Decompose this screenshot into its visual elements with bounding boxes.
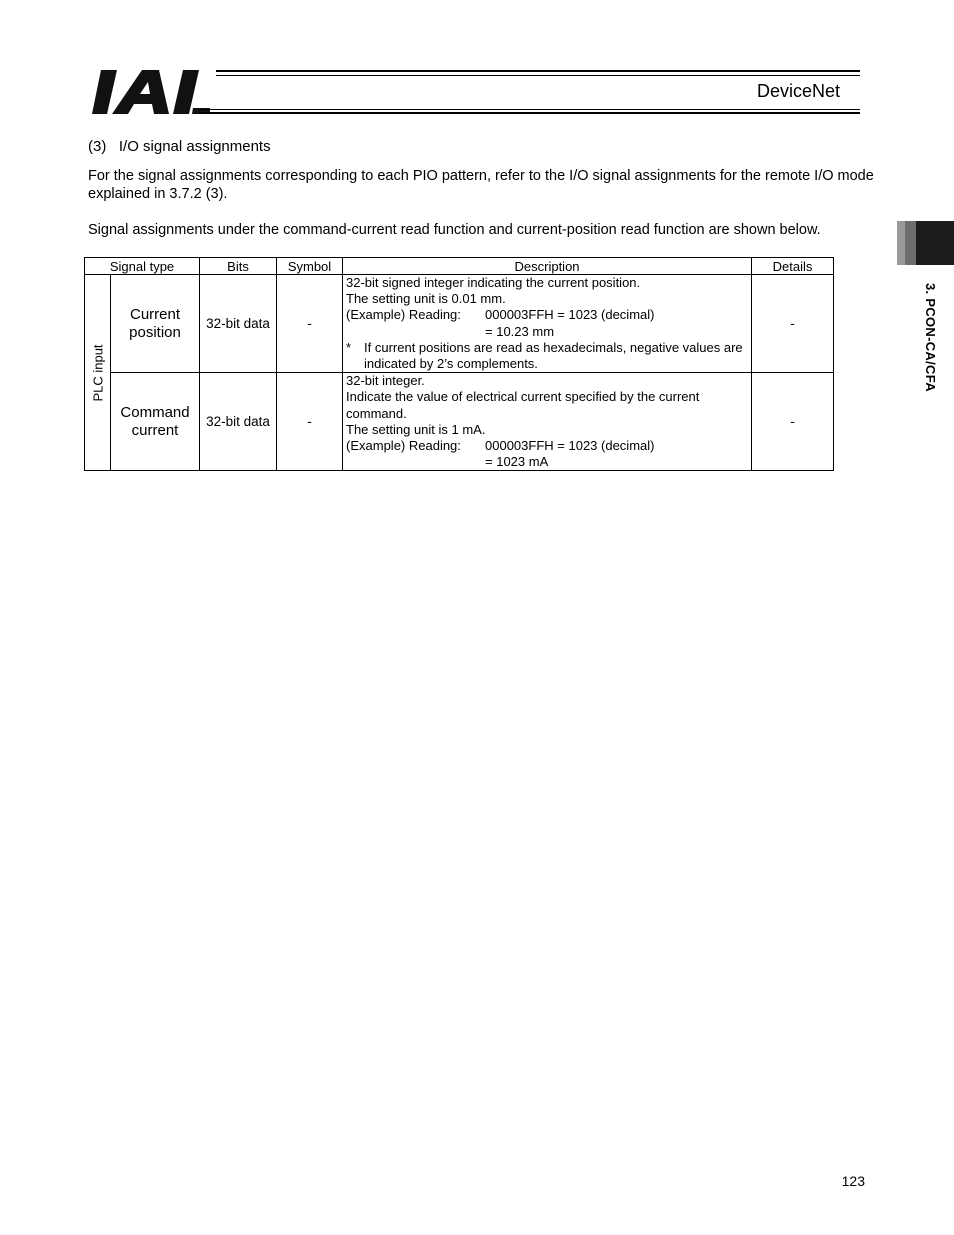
header-rule-top	[216, 70, 860, 72]
example-result: = 10.23 mm	[485, 323, 555, 339]
signal-type-command-current: Command current	[111, 373, 200, 471]
details-cell: -	[752, 275, 834, 373]
desc-line: Indicate the value of electrical current specified by the current command.	[346, 389, 700, 421]
symbol-cell: -	[277, 373, 343, 471]
table-row	[85, 373, 834, 471]
example-value: 000003FFH = 1023 (decimal)	[485, 307, 655, 323]
section-heading	[88, 138, 271, 155]
header-rule-bottom-thin	[200, 109, 860, 110]
desc-line: The setting unit is 0.01 mm.	[346, 291, 506, 307]
header-bits: Bits	[200, 258, 277, 275]
heading-number: (3)	[88, 138, 107, 155]
table-header-row	[85, 258, 834, 275]
signal-type-current-position: Current position	[111, 275, 200, 373]
table-row	[85, 275, 834, 373]
desc-line: 32-bit signed integer indicating the current position.	[346, 275, 641, 290]
table-intro-paragraph: Signal assignments under the command-current read function and current-position read function are shown below.	[88, 222, 821, 238]
example-value: 000003FFH = 1023 (decimal)	[485, 438, 655, 454]
example-label: (Example) Reading:	[346, 438, 461, 454]
example-label: (Example) Reading:	[346, 307, 461, 323]
description-cell-command-current	[343, 373, 752, 471]
signal-assignment-table	[84, 257, 834, 471]
plc-input-label: PLC input	[90, 344, 105, 402]
page-number: 123	[841, 1173, 865, 1189]
header-details: Details	[752, 258, 834, 275]
note-mark: *	[346, 339, 352, 355]
header-symbol: Symbol	[277, 258, 343, 275]
intro-paragraph: For the signal assignments corresponding to each PIO pattern, refer to the I/O signal assignments for the remote I/O mode explained in 3.7.2 (3).	[88, 168, 874, 202]
note-text: If current positions are read as hexadecimals, negative values are indicated by 2’s complements.	[364, 339, 743, 372]
desc-example-line	[346, 438, 748, 454]
desc-line: The setting unit is 1 mA.	[346, 421, 486, 437]
chapter-tab-label: 3. PCON-CA/CFA	[923, 283, 938, 392]
bits-cell: 32-bit data	[200, 275, 277, 373]
details-cell: -	[752, 373, 834, 471]
desc-note	[346, 340, 748, 372]
symbol-cell: -	[277, 275, 343, 373]
heading-text: I/O signal assignments	[118, 138, 271, 155]
iai-logo	[92, 64, 212, 116]
plc-input-group-cell	[85, 275, 111, 471]
bits-cell: 32-bit data	[200, 373, 277, 471]
description-cell-current-position	[343, 275, 752, 373]
header-rule-bottom	[200, 112, 860, 114]
chapter-tab-marker	[897, 221, 954, 265]
example-result: = 1023 mA	[485, 454, 549, 470]
desc-example-line	[346, 307, 748, 323]
header-signal-type: Signal type	[85, 258, 200, 275]
section-name: DeviceNet	[756, 81, 840, 101]
header-rule-top-thin	[216, 75, 860, 76]
header-description: Description	[343, 258, 752, 275]
desc-line: 32-bit integer.	[346, 373, 425, 389]
